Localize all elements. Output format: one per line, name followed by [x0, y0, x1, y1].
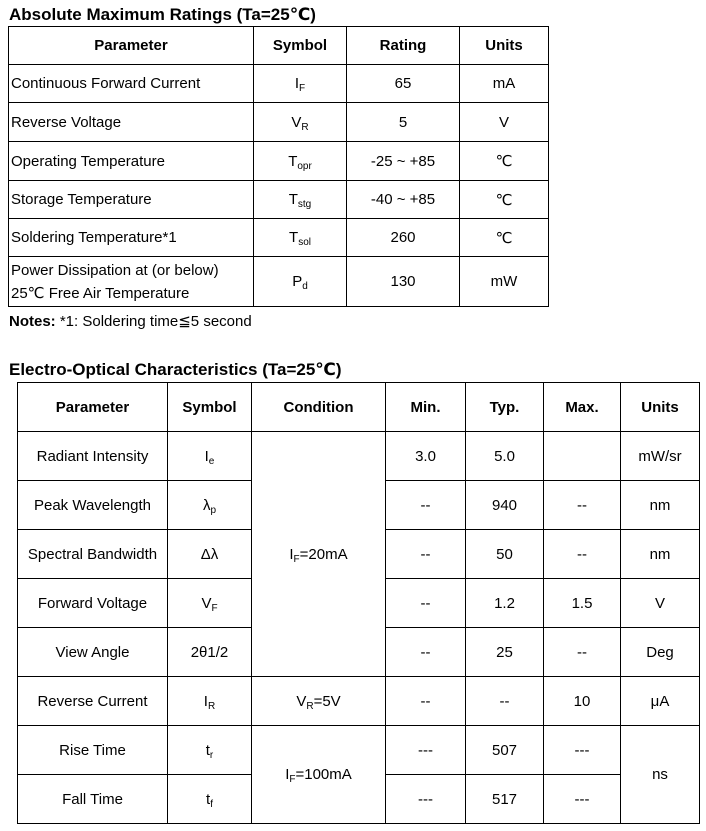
units-cell: Deg: [646, 643, 674, 661]
header-parameter: Parameter: [9, 27, 254, 65]
parameter-cell: Continuous Forward Current: [11, 75, 201, 92]
parameter-cell: Radiant Intensity: [36, 447, 149, 465]
rating-cell: 5: [398, 113, 408, 131]
parameter-cell: Rise Time: [59, 741, 126, 759]
max-cell: ---: [574, 741, 590, 759]
max-cell: 1.5: [571, 594, 593, 612]
symbol-cell: t: [205, 741, 210, 759]
parameter-cell: Soldering Temperature*1: [11, 229, 177, 246]
typ-cell: 940: [491, 496, 518, 514]
max-cell: --: [577, 496, 587, 514]
min-cell: --: [420, 496, 431, 514]
typ-cell: --: [499, 692, 510, 710]
table-header-row: [18, 383, 700, 432]
table-row: [9, 181, 549, 219]
condition-vr-5v: [252, 677, 386, 726]
units-cell: ℃: [495, 191, 513, 209]
header-units: Units: [621, 383, 700, 432]
parameter-cell: Reverse Current: [37, 692, 148, 710]
electro-optical-table: [17, 382, 700, 824]
symbol-subscript: e: [208, 455, 215, 467]
symbol-subscript: R: [207, 700, 216, 712]
symbol-subscript: F: [299, 83, 306, 94]
typ-cell: 50: [496, 545, 513, 563]
table-row: [18, 726, 700, 775]
symbol-cell: I: [203, 692, 208, 710]
units-cell: ℃: [495, 229, 513, 247]
condition-value: =100mA: [295, 766, 352, 783]
parameter-cell: View Angle: [55, 643, 130, 661]
table-row: [9, 65, 549, 103]
symbol-cell: I: [294, 75, 300, 92]
units-cell: V: [654, 594, 665, 612]
symbol-cell: V: [201, 594, 212, 612]
symbol-cell: T: [289, 229, 299, 246]
table-row: [18, 432, 700, 481]
typ-cell: 1.2: [494, 594, 515, 612]
min-cell: ---: [418, 741, 433, 759]
parameter-cell: Power Dissipation at (or below): [11, 261, 219, 279]
condition-subscript: F: [293, 553, 300, 565]
parameter-cell-line2: 25℃ Free Air Temperature: [11, 284, 190, 302]
table-row: [9, 103, 549, 142]
condition-if-20ma: [252, 432, 386, 677]
condition-symbol: I: [289, 545, 294, 563]
rating-cell: -40 ~ +85: [370, 191, 436, 208]
parameter-cell: Operating Temperature: [11, 152, 165, 170]
units-cell: mA: [492, 75, 516, 92]
parameter-cell: Storage Temperature: [11, 191, 152, 208]
header-typ: Typ.: [466, 383, 544, 432]
header-min: Min.: [386, 383, 466, 432]
symbol-cell: T: [288, 191, 298, 208]
electro-optical-title: Electro-Optical Characteristics (Ta=25℃): [9, 360, 342, 379]
rating-cell: 130: [390, 273, 416, 290]
table-row: [9, 219, 549, 257]
condition-subscript: R: [306, 700, 314, 712]
condition-subscript: F: [289, 774, 296, 785]
condition-if-100ma: [252, 726, 386, 824]
min-cell: ---: [418, 790, 433, 808]
symbol-subscript: F: [211, 602, 218, 614]
min-cell: --: [420, 643, 431, 661]
notes-label: Notes:: [9, 313, 56, 330]
symbol-subscript: R: [301, 121, 309, 133]
header-symbol: Symbol: [168, 383, 252, 432]
units-cell: nm: [649, 545, 671, 563]
units-cell: ℃: [495, 153, 513, 170]
min-cell: --: [420, 594, 431, 612]
header-parameter: Parameter: [18, 383, 168, 432]
table-row: [9, 257, 549, 307]
min-cell: --: [420, 545, 431, 563]
typ-cell: 517: [491, 790, 518, 808]
symbol-cell: I: [204, 447, 209, 465]
symbol-subscript: opr: [297, 160, 312, 172]
units-cell: mW/sr: [638, 447, 682, 465]
symbol-subscript: f: [210, 798, 213, 810]
table-header-row: [9, 27, 549, 65]
symbol-subscript: p: [210, 504, 217, 516]
min-cell: 3.0: [415, 447, 436, 465]
symbol-subscript: d: [302, 281, 308, 292]
symbol-subscript: r: [209, 749, 214, 761]
header-rating: Rating: [347, 27, 460, 65]
notes: [9, 312, 252, 330]
header-max: Max.: [544, 383, 621, 432]
max-cell: --: [577, 643, 587, 661]
max-cell: ---: [574, 790, 590, 808]
symbol-subscript: stg: [297, 199, 312, 210]
symbol-cell: 2θ1/2: [190, 643, 229, 661]
parameter-cell: Peak Wavelength: [33, 496, 151, 514]
rating-cell: 260: [390, 229, 416, 246]
parameter-cell: Spectral Bandwidth: [27, 545, 158, 563]
typ-cell: 25: [496, 643, 513, 661]
symbol-cell: λ: [202, 496, 211, 514]
max-cell: --: [577, 545, 587, 563]
typ-cell: 5.0: [494, 447, 515, 465]
symbol-cell: t: [206, 790, 211, 808]
condition-symbol: I: [285, 766, 290, 783]
max-cell: 10: [573, 692, 591, 710]
symbol-subscript: sol: [298, 237, 311, 248]
units-cell: μA: [650, 692, 670, 710]
header-symbol: Symbol: [254, 27, 347, 65]
absolute-max-table: [8, 26, 549, 307]
units-cell: V: [498, 113, 509, 131]
header-units: Units: [460, 27, 549, 65]
parameter-cell: Forward Voltage: [37, 594, 148, 612]
units-cell: nm: [649, 496, 671, 514]
condition-value: =20mA: [299, 545, 348, 563]
condition-symbol: V: [296, 692, 307, 710]
symbol-cell: T: [288, 152, 298, 170]
condition-value: =5V: [313, 692, 341, 710]
min-cell: --: [420, 692, 431, 710]
typ-cell: 507: [491, 741, 518, 759]
header-condition: Condition: [252, 383, 386, 432]
parameter-cell: Reverse Voltage: [11, 113, 122, 131]
symbol-cell: P: [292, 273, 303, 290]
units-cell: ns: [652, 766, 668, 783]
absolute-max-title: Absolute Maximum Ratings (Ta=25℃): [9, 5, 316, 24]
parameter-cell: Fall Time: [62, 790, 123, 808]
symbol-cell: Δλ: [200, 545, 219, 563]
rating-cell: 65: [394, 75, 412, 92]
table-row: [9, 142, 549, 181]
units-cell: mW: [490, 273, 518, 290]
symbol-cell: V: [291, 113, 302, 131]
rating-cell: -25 ~ +85: [370, 152, 436, 170]
notes-text: *1: Soldering time≦5 second: [55, 313, 252, 330]
table-row: [18, 677, 700, 726]
